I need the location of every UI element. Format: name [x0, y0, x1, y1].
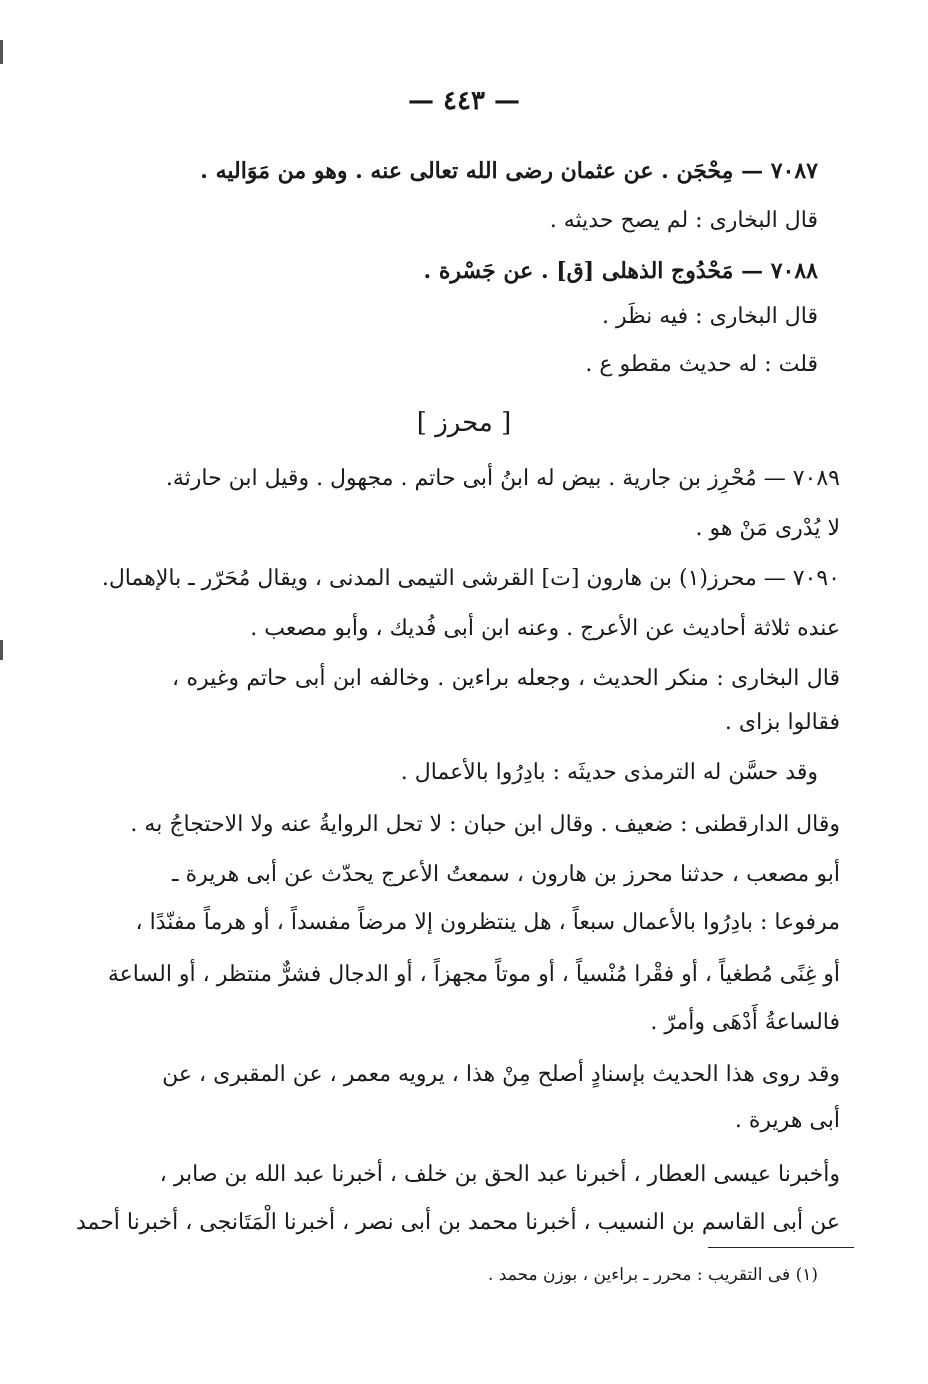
text-line: وأخبرنا عيسى العطار ، أخبرنا عبد الحق بن خلف ، أخبرنا عبد الله بن صابر ، — [159, 1162, 840, 1187]
entry-7089: ٧٠٨٩ — مُحْرِز بن جارية . بيض له ابنُ أبى حاتم . مجهول . وقيل ابن حارثة. — [165, 466, 840, 491]
text-line: وقد حسَّن له الترمذى حديثَه : بادِرُوا بالأعمال . — [400, 760, 818, 785]
scan-edge-mark — [0, 40, 3, 64]
text-line: أو غِنًى مُطغياً ، أو فقْرا مُنْسياً ، أو موتاً مجهزاً ، أو الدجال فشرٌّ منتظر ، أو الساعة — [107, 962, 840, 987]
text-line: قال البخارى : منكر الحديث ، وجعله براءين . وخالفه ابن أبى حاتم وغيره ، — [172, 666, 840, 691]
entry-7087: ٧٠٨٧ — مِحْجَن . عن عثمان رضى الله تعالى عنه . وهو من مَوَاليه . — [200, 158, 818, 184]
text-line: عنده ثلاثة أحاديث عن الأعرج . وعنه ابن أبى فُديك ، وأبو مصعب . — [250, 616, 840, 641]
text-line: أبى هريرة . — [734, 1108, 840, 1133]
text-line: عن أبى القاسم بن النسيب ، أخبرنا محمد بن أبى نصر ، أخبرنا الْمَتَانجى ، أخبرنا أحمد — [75, 1210, 840, 1235]
text-line: فقالوا بزاى . — [724, 710, 840, 735]
text-line: أبو مصعب ، حدثنا محرز بن هارون ، سمعتُ الأعرج يحدّث عن أبى هريرة ـ — [172, 862, 840, 887]
page-number: — ٤٤٣ — — [407, 86, 521, 116]
entry-7090: ٧٠٩٠ — محرز(١) بن هارون [ت] القرشى التيمى المدنى ، ويقال مُحَرّر ـ بالإهمال. — [101, 566, 840, 591]
text-line: لا يُدْرى مَنْ هو . — [695, 516, 840, 541]
scan-edge-mark — [0, 640, 3, 660]
section-title: [ محرز ] — [416, 408, 512, 438]
text-line: مرفوعا : بادِرُوا بالأعمال سبعاً ، هل ينتظرون إلا مرضاً مفسداً ، أو هرماً مفنّدًا ، — [135, 910, 840, 935]
text-line: قال البخارى : فيه نظَر . — [601, 304, 818, 329]
text-line: وقال الدارقطنى : ضعيف . وقال ابن حبان : لا تحل الروايةُ عنه ولا الاحتجاجُ به . — [130, 812, 840, 837]
text-line: قلت : له حديث مقطو ع . — [585, 352, 818, 377]
text-line: وقد روى هذا الحديث بإسنادٍ أصلح مِنْ هذا ، يرويه معمر ، عن المقبرى ، عن — [162, 1062, 840, 1087]
entry-7088: ٧٠٨٨ — مَحْدُوج الذهلى [ق] . عن جَسْرة . — [423, 258, 818, 284]
text-line: قال البخارى : لم يصح حديثه . — [549, 208, 818, 233]
footnote-rule — [708, 1247, 854, 1248]
footnote: (١) فى التقريب : محرر ـ براءين ، بوزن محمد . — [488, 1265, 818, 1285]
text-line: فالساعةُ أَدْهَى وأمرّ . — [650, 1010, 840, 1035]
